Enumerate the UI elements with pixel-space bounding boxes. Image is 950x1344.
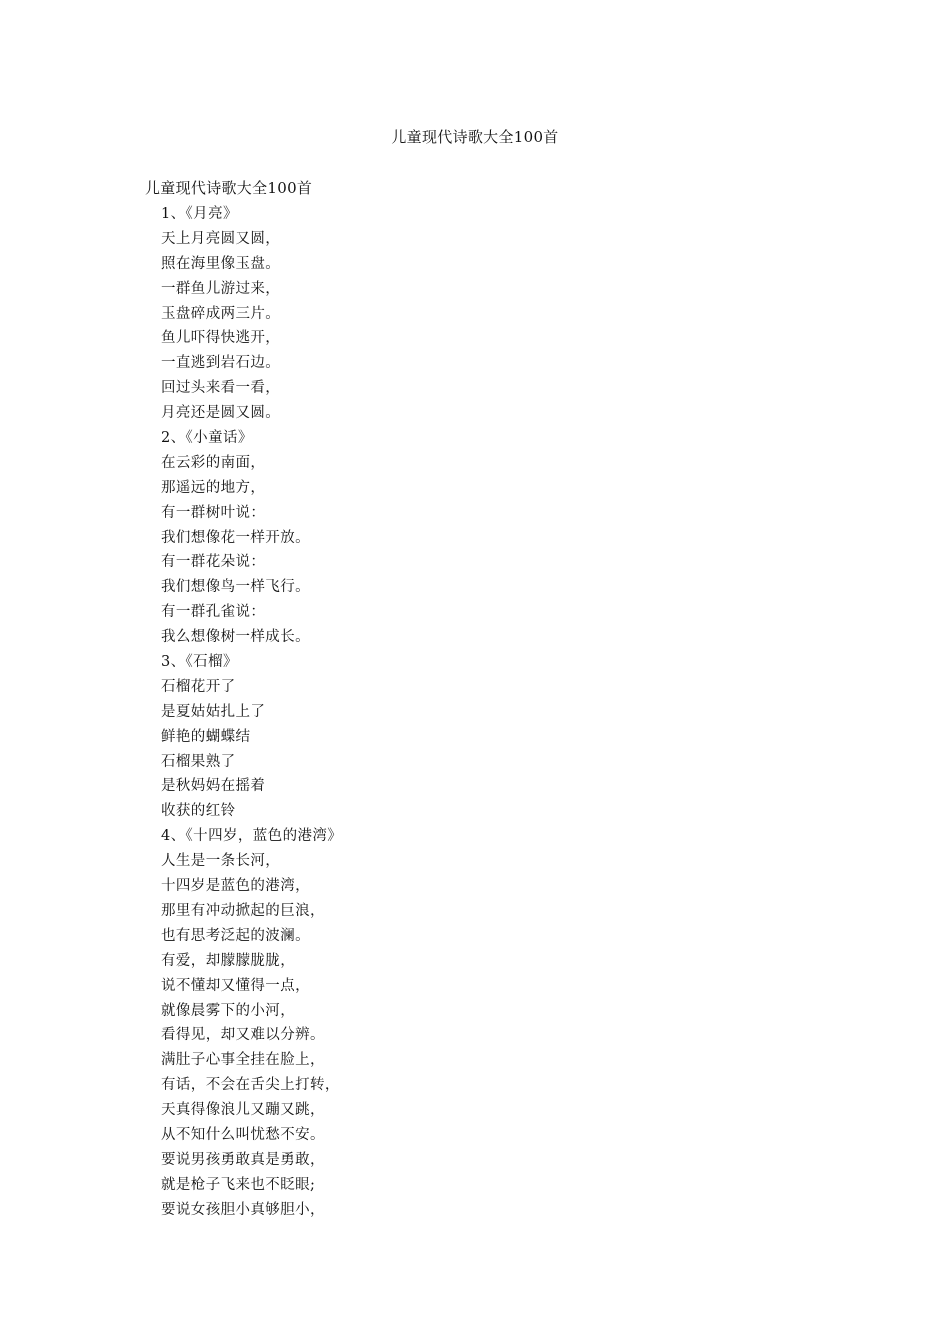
poem-line: 收获的红铃 xyxy=(161,803,236,820)
poem-line: 就像晨雾下的小河， xyxy=(161,1002,296,1019)
poem-line: 说不懂却又懂得一点， xyxy=(161,977,310,994)
poem-line: 月亮还是圆又圆。 xyxy=(161,405,281,422)
poem-line: 要说女孩胆小真够胆小， xyxy=(161,1201,325,1218)
poem-line: 1、《月亮》 xyxy=(161,206,238,222)
poem-line: 满肚子心事全挂在脸上， xyxy=(161,1052,325,1069)
poem-line: 从不知什么叫忧愁不安。 xyxy=(161,1126,325,1143)
poem-line: 是秋妈妈在摇着 xyxy=(161,778,266,795)
poem-line: 要说男孩勇敢真是勇敢， xyxy=(161,1151,325,1168)
poem-line: 石榴花开了 xyxy=(161,678,236,695)
poem-line: 在云彩的南面， xyxy=(161,454,266,471)
poem-line: 我们想像鸟一样飞行。 xyxy=(161,579,310,596)
poem-line: 玉盘碎成两三片。 xyxy=(161,305,281,322)
poem-line: 4、《十四岁，蓝色的港湾》 xyxy=(161,828,343,845)
poem-line: 石榴果熟了 xyxy=(161,753,236,770)
poem-line: 有一群树叶说： xyxy=(161,504,266,521)
poem-line: 人生是一条长河， xyxy=(161,853,281,870)
poem-line: 有一群孔雀说： xyxy=(161,604,266,621)
poem-line: 看得见，却又难以分辨。 xyxy=(161,1027,325,1044)
poem-line: 天上月亮圆又圆， xyxy=(161,230,281,247)
poem-line: 鱼儿吓得快逃开， xyxy=(161,330,281,347)
poem-line: 回过头来看一看， xyxy=(161,380,281,397)
poem-line: 2、《小童话》 xyxy=(161,430,253,447)
poem-line: 也有思考泛起的波澜。 xyxy=(161,927,310,944)
poem-line: 3、《石榴》 xyxy=(161,654,238,671)
poem-line: 一直逃到岩石边。 xyxy=(161,355,281,372)
poem-line: 有话，不会在舌尖上打转， xyxy=(161,1077,340,1094)
poem-line: 我们想像花一样开放。 xyxy=(161,529,310,546)
page-title: 儿童现代诗歌大全100首 xyxy=(391,128,559,146)
poem-line: 我么想像树一样成长。 xyxy=(161,629,310,646)
poem-line: 那里有冲动掀起的巨浪， xyxy=(161,902,325,919)
document-heading: 儿童现代诗歌大全100首 xyxy=(145,179,313,197)
poem-line: 有一群花朵说： xyxy=(161,554,266,571)
poem-line: 十四岁是蓝色的港湾， xyxy=(161,878,310,895)
poem-line: 一群鱼儿游过来， xyxy=(161,280,281,297)
poem-text-body xyxy=(161,202,801,1223)
poem-line: 就是枪子飞来也不眨眼; xyxy=(161,1176,316,1193)
poem-line: 有爱，却朦朦胧胧， xyxy=(161,952,296,969)
poem-line: 照在海里像玉盘。 xyxy=(161,255,281,272)
poem-line: 天真得像浪儿又蹦又跳， xyxy=(161,1102,325,1119)
poem-line: 是夏姑姑扎上了 xyxy=(161,703,266,720)
poem-line: 鲜艳的蝴蝶结 xyxy=(161,728,251,745)
poem-line: 那遥远的地方， xyxy=(161,479,266,496)
